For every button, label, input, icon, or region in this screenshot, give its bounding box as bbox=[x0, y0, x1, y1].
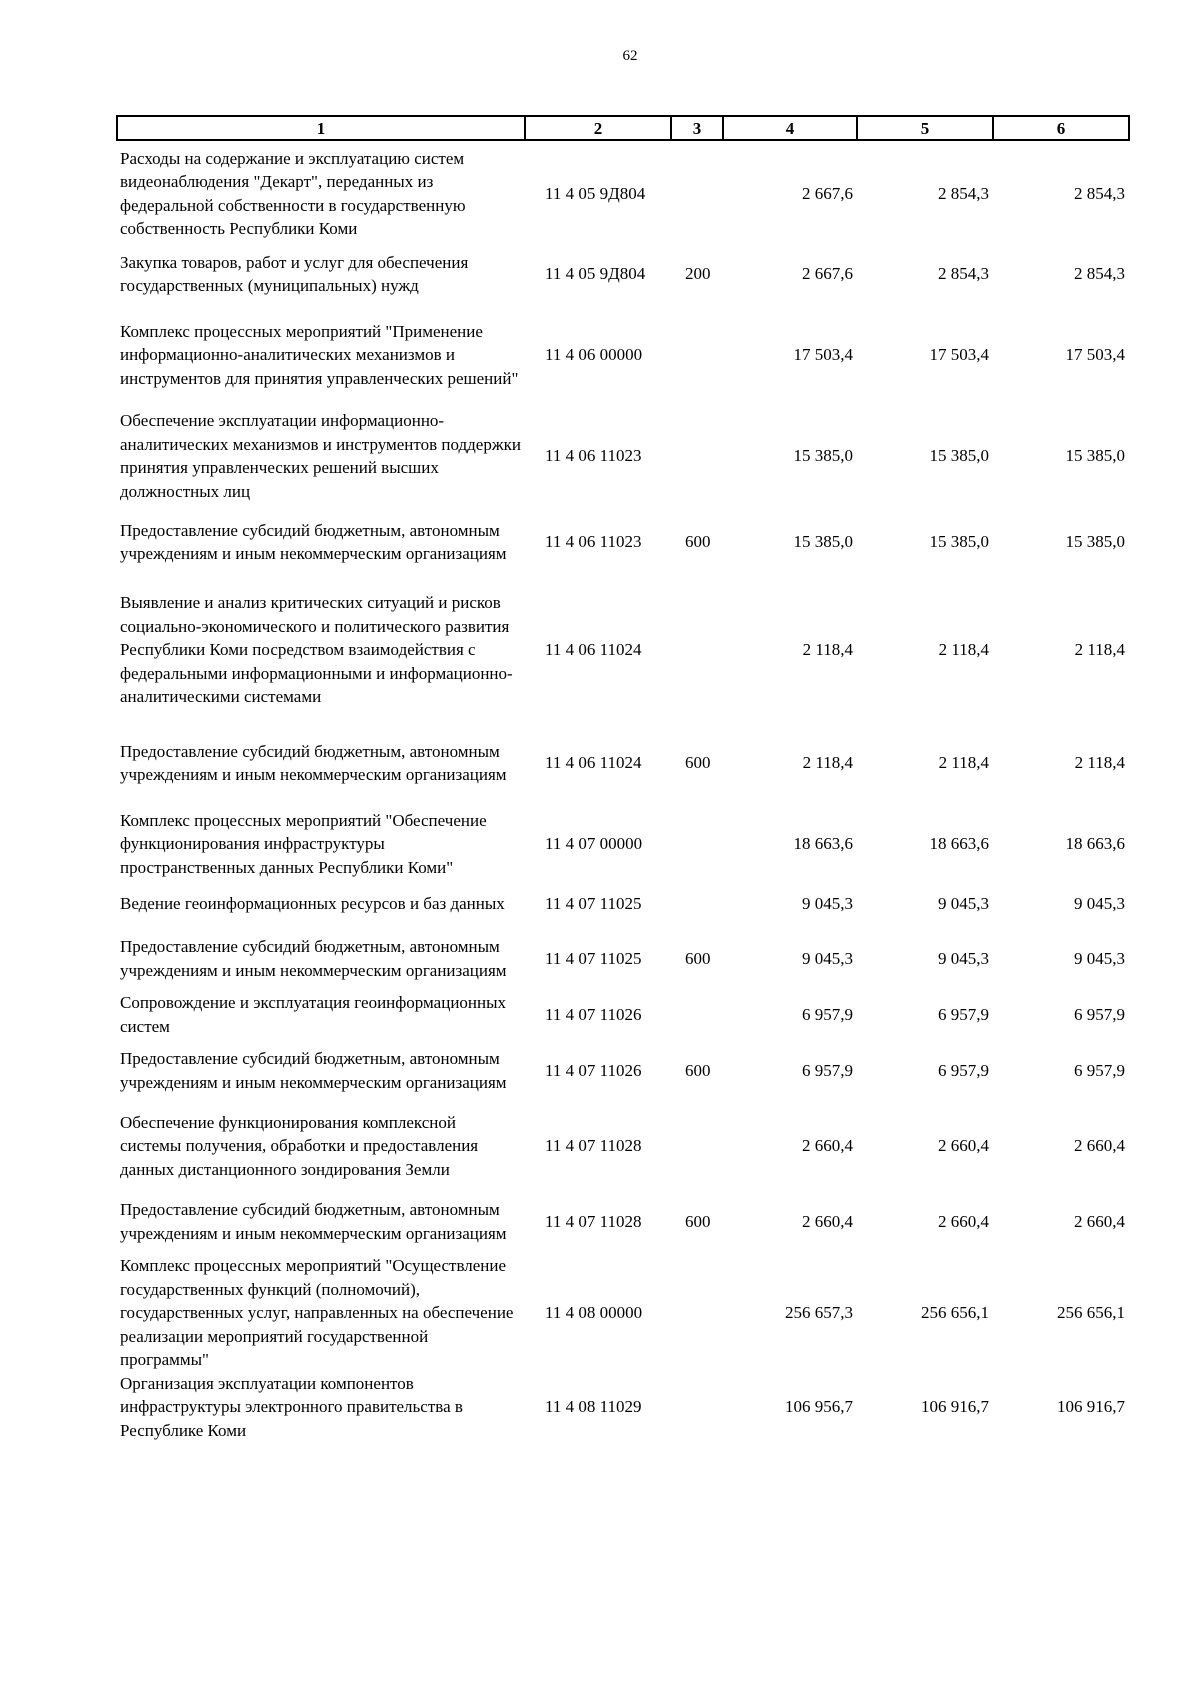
row-code: 11 4 07 11025 bbox=[545, 894, 642, 914]
table-row bbox=[117, 806, 1129, 882]
row-code: 11 4 06 11024 bbox=[545, 640, 642, 660]
header-col-2: 2 bbox=[525, 116, 671, 140]
row-value-col-6: 9 045,3 bbox=[1074, 948, 1125, 968]
table-row bbox=[117, 882, 1129, 926]
row-code: 11 4 07 11028 bbox=[545, 1211, 642, 1231]
row-value-col-5: 9 045,3 bbox=[938, 894, 989, 914]
table-row bbox=[117, 1254, 1129, 1372]
row-expense-type bbox=[671, 580, 723, 720]
row-value-col-4: 15 385,0 bbox=[793, 532, 853, 552]
row-code: 11 4 07 00000 bbox=[545, 834, 643, 854]
row-code: 11 4 06 00000 bbox=[545, 345, 643, 365]
row-value-col-6: 6 957,9 bbox=[1074, 1004, 1125, 1024]
table-row bbox=[117, 1038, 1129, 1103]
row-expense-type bbox=[671, 806, 723, 882]
row-expense-type bbox=[671, 302, 723, 408]
row-value-col-5: 17 503,4 bbox=[929, 345, 989, 365]
header-col-4: 4 bbox=[723, 116, 857, 140]
row-code: 11 4 08 11029 bbox=[545, 1397, 642, 1416]
row-name: Выявление и анализ критических ситуаций и рисков социально-экономического и политического развития Республики Коми посредством взаимодействия с федеральными информационными и информационно-аналитическими системами bbox=[120, 593, 513, 707]
row-value-col-4: 2 118,4 bbox=[802, 640, 853, 660]
row-value-col-5: 15 385,0 bbox=[929, 446, 989, 466]
row-expense-type bbox=[671, 882, 723, 926]
row-name: Предоставление субсидий бюджетным, автономным учреждениям и иным некоммерческим организациям bbox=[120, 1200, 507, 1243]
row-value-col-4: 2 660,4 bbox=[802, 1136, 853, 1156]
row-value-col-6: 18 663,6 bbox=[1065, 834, 1125, 854]
row-name: Комплекс процессных мероприятий "Обеспечение функционирования инфраструктуры пространственных данных Республики Коми" bbox=[120, 810, 487, 877]
row-value-col-5: 2 660,4 bbox=[938, 1211, 989, 1231]
row-name: Комплекс процессных мероприятий "Осуществление государственных функций (полномочий), государственных услуг, направленных на обеспечение реализации мероприятий государственной программы" bbox=[120, 1256, 514, 1369]
table-row bbox=[117, 991, 1129, 1038]
row-expense-type bbox=[671, 1254, 723, 1372]
row-code: 11 4 06 11024 bbox=[545, 753, 642, 773]
row-value-col-6: 17 503,4 bbox=[1065, 345, 1125, 365]
table-row bbox=[117, 720, 1129, 806]
row-expense-type: 600 bbox=[685, 753, 711, 773]
row-name: Обеспечение эксплуатации информационно-аналитических механизмов и инструментов поддержки принятия управленческих решений высших должностных лиц bbox=[120, 411, 521, 501]
header-col-6: 6 bbox=[993, 116, 1129, 140]
row-value-col-6: 15 385,0 bbox=[1065, 446, 1125, 466]
table-body bbox=[117, 140, 1129, 1442]
budget-table bbox=[116, 115, 1130, 1442]
header-row bbox=[117, 116, 1129, 140]
row-expense-type: 200 bbox=[685, 264, 711, 284]
row-code: 11 4 06 11023 bbox=[545, 446, 642, 466]
row-code: 11 4 07 11026 bbox=[545, 1060, 642, 1080]
row-value-col-6: 15 385,0 bbox=[1065, 532, 1125, 552]
row-name: Организация эксплуатации компонентов инфраструктуры электронного правительства в Республике Коми bbox=[120, 1373, 463, 1440]
table-row bbox=[117, 140, 1129, 246]
row-value-col-6: 256 656,1 bbox=[1057, 1303, 1125, 1322]
row-value-col-4: 15 385,0 bbox=[793, 446, 853, 466]
row-value-col-4: 6 957,9 bbox=[802, 1060, 853, 1080]
row-expense-type bbox=[671, 408, 723, 504]
row-name: Предоставление субсидий бюджетным, автономным учреждениям и иным некоммерческим организациям bbox=[120, 937, 507, 980]
row-value-col-4: 17 503,4 bbox=[793, 345, 853, 365]
row-value-col-5: 2 118,4 bbox=[938, 640, 989, 660]
row-value-col-4: 18 663,6 bbox=[793, 834, 853, 854]
header-col-1: 1 bbox=[117, 116, 525, 140]
row-expense-type bbox=[671, 1372, 723, 1443]
row-value-col-4: 6 957,9 bbox=[802, 1004, 853, 1024]
row-value-col-5: 15 385,0 bbox=[929, 532, 989, 552]
row-value-col-5: 6 957,9 bbox=[938, 1060, 989, 1080]
row-code: 11 4 05 9Д804 bbox=[545, 183, 646, 203]
row-value-col-4: 106 956,7 bbox=[785, 1397, 853, 1416]
row-value-col-6: 2 660,4 bbox=[1074, 1136, 1125, 1156]
row-value-col-5: 6 957,9 bbox=[938, 1004, 989, 1024]
row-value-col-5: 2 118,4 bbox=[938, 753, 989, 773]
table-row bbox=[117, 408, 1129, 504]
row-expense-type bbox=[671, 140, 723, 246]
row-value-col-5: 2 854,3 bbox=[938, 183, 989, 203]
row-name: Расходы на содержание и эксплуатацию систем видеонаблюдения "Декарт", переданных из федеральной собственности в государственную собственность Республики Коми bbox=[120, 148, 466, 238]
row-value-col-4: 9 045,3 bbox=[802, 948, 853, 968]
row-expense-type: 600 bbox=[685, 1060, 711, 1080]
row-code: 11 4 08 00000 bbox=[545, 1303, 643, 1322]
row-code: 11 4 07 11026 bbox=[545, 1004, 642, 1024]
row-value-col-5: 18 663,6 bbox=[929, 834, 989, 854]
row-expense-type bbox=[671, 1103, 723, 1189]
row-name: Комплекс процессных мероприятий "Применение информационно-аналитических механизмов и инструментов для принятия управленческих решений" bbox=[120, 321, 519, 388]
table-row bbox=[117, 1103, 1129, 1189]
row-value-col-5: 9 045,3 bbox=[938, 948, 989, 968]
row-code: 11 4 05 9Д804 bbox=[545, 264, 646, 284]
row-value-col-6: 2 854,3 bbox=[1074, 264, 1125, 284]
table-row bbox=[117, 1372, 1129, 1443]
table-row bbox=[117, 926, 1129, 991]
table-row bbox=[117, 1189, 1129, 1254]
row-value-col-6: 2 118,4 bbox=[1074, 753, 1125, 773]
row-value-col-5: 256 656,1 bbox=[921, 1303, 989, 1322]
row-code: 11 4 07 11028 bbox=[545, 1136, 642, 1156]
row-expense-type: 600 bbox=[685, 1211, 711, 1231]
row-code: 11 4 07 11025 bbox=[545, 948, 642, 968]
row-value-col-6: 106 916,7 bbox=[1057, 1397, 1125, 1416]
row-name: Предоставление субсидий бюджетным, автономным учреждениям и иным некоммерческим организациям bbox=[120, 1049, 507, 1092]
page-number: 62 bbox=[622, 48, 638, 64]
row-name: Закупка товаров, работ и услуг для обеспечения государственных (муниципальных) нужд bbox=[120, 252, 469, 295]
row-value-col-6: 9 045,3 bbox=[1074, 894, 1125, 914]
row-code: 11 4 06 11023 bbox=[545, 532, 642, 552]
row-expense-type: 600 bbox=[685, 532, 711, 552]
row-name: Ведение геоинформационных ресурсов и баз данных bbox=[120, 894, 505, 914]
row-value-col-6: 2 854,3 bbox=[1074, 183, 1125, 203]
row-value-col-4: 2 667,6 bbox=[802, 183, 853, 203]
header-col-3: 3 bbox=[671, 116, 723, 140]
row-name: Предоставление субсидий бюджетным, автономным учреждениям и иным некоммерческим организациям bbox=[120, 741, 507, 784]
row-value-col-4: 9 045,3 bbox=[802, 894, 853, 914]
row-expense-type: 600 bbox=[685, 948, 711, 968]
table-row bbox=[117, 504, 1129, 580]
row-value-col-6: 2 118,4 bbox=[1074, 640, 1125, 660]
row-value-col-4: 256 657,3 bbox=[785, 1303, 853, 1322]
row-value-col-4: 2 660,4 bbox=[802, 1211, 853, 1231]
row-value-col-6: 2 660,4 bbox=[1074, 1211, 1125, 1231]
row-name: Обеспечение функционирования комплексной системы получения, обработки и предоставления данных дистанционного зондирования Земли bbox=[120, 1112, 479, 1179]
row-value-col-6: 6 957,9 bbox=[1074, 1060, 1125, 1080]
row-value-col-4: 2 667,6 bbox=[802, 264, 853, 284]
row-expense-type bbox=[671, 991, 723, 1038]
row-value-col-5: 106 916,7 bbox=[921, 1397, 989, 1416]
row-value-col-5: 2 660,4 bbox=[938, 1136, 989, 1156]
table-row bbox=[117, 246, 1129, 302]
row-value-col-5: 2 854,3 bbox=[938, 264, 989, 284]
row-value-col-4: 2 118,4 bbox=[802, 753, 853, 773]
table-row bbox=[117, 580, 1129, 720]
row-name: Предоставление субсидий бюджетным, автономным учреждениям и иным некоммерческим организациям bbox=[120, 520, 507, 563]
row-name: Сопровождение и эксплуатация геоинформационных систем bbox=[120, 993, 507, 1036]
table-row bbox=[117, 302, 1129, 408]
header-col-5: 5 bbox=[857, 116, 993, 140]
